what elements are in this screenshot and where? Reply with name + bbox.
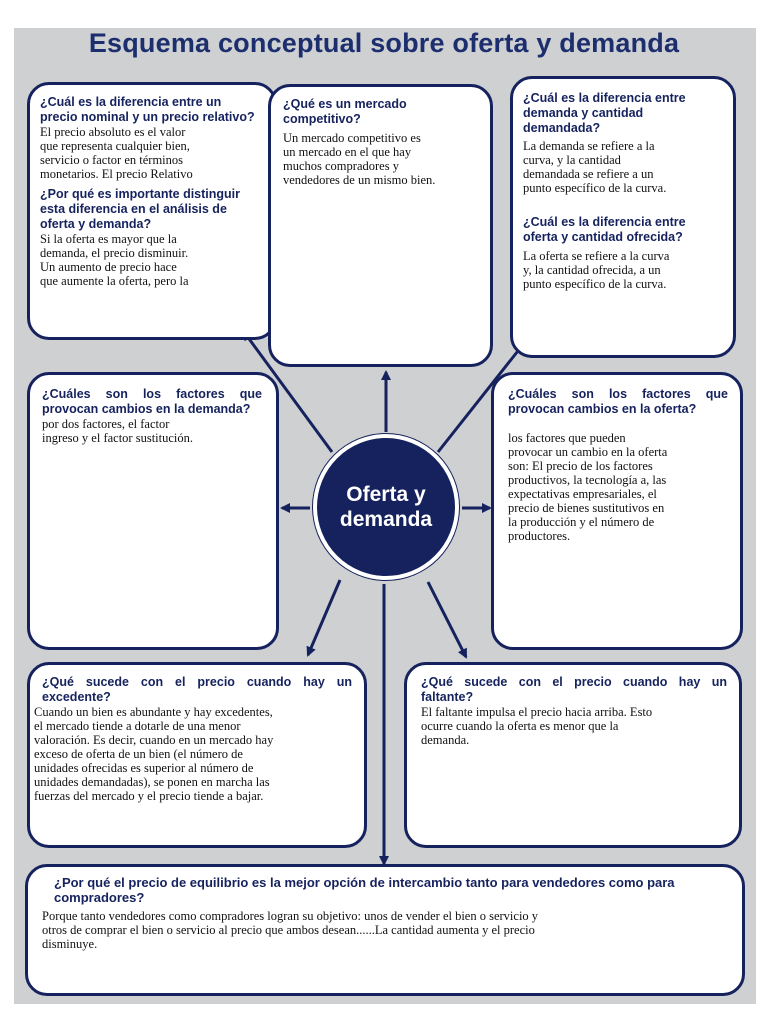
box-surplus — [27, 662, 367, 848]
arrow-to-box-surplus — [308, 580, 340, 655]
question-surplus: ¿Qué sucede con el precio cuando hay un excedente? — [42, 675, 352, 704]
center-node-label: Oferta y demanda — [339, 483, 433, 531]
box-demand-factors — [27, 372, 279, 650]
box-competitive-market — [268, 84, 493, 367]
box-equilibrium-price — [25, 864, 745, 996]
question-competitive-market: ¿Qué es un mercado competitivo? — [283, 97, 407, 126]
page-title: Esquema conceptual sobre oferta y demanda — [88, 28, 680, 58]
box-supply-factors — [491, 372, 743, 650]
answer-equilibrium-price: Porque tanto vendedores como compradores logran su objetivo: unos de vender el bien o servicio y otros de comprar el bien o servicio al precio que ambos desean......La cantidad aumenta y el precio disminuye. — [42, 909, 539, 951]
answer-nominal-vs-relative: El precio absoluto es el valor que representa cualquier bien, servicio o factor en términos monetarios. El precio Relativo — [40, 125, 193, 181]
answer-shortage: El faltante impulsa el precio hacia arriba. Esto ocurre cuando la oferta es menor que la demanda. — [421, 705, 653, 747]
answer-supply-vs-quantity-supplied: La oferta se refiere a la curva y, la cantidad ofrecida, a un punto específico de la curva. — [523, 249, 670, 291]
arrow-to-box-shortage — [428, 582, 466, 657]
question-shortage: ¿Qué sucede con el precio cuando hay un faltante? — [421, 675, 727, 704]
question-supply-vs-quantity-supplied: ¿Cuál es la diferencia entre oferta y cantidad ofrecida? — [523, 215, 686, 244]
answer-importance-of-distinction: Si la oferta es mayor que la demanda, el precio disminuir. Un aumento de precio hace que aumente la oferta, pero la — [40, 232, 189, 288]
box-demand-vs-quantity — [510, 76, 736, 358]
box-nominal-vs-relative-price — [27, 82, 277, 340]
answer-supply-factors: los factores que pueden provocar un cambio en la oferta son: El precio de los factores productivos, la tecnología a, las expectativas empresariales, el precio de bienes sustitutivos en la producción y el número de productores. — [508, 431, 668, 543]
answer-surplus: Cuando un bien es abundante y hay excedentes, el mercado tiende a dotarle de una menor valoración. Es decir, cuando en un mercado hay exceso de oferta de un bien (el número de unidades ofrecidas es superior al número de unidades demandadas), se ponen en marcha las fuerzas del mercado y el precio tiende a bajar. — [34, 705, 274, 803]
box-shortage — [404, 662, 742, 848]
question-demand-factors: ¿Cuáles son los factores que provocan cambios en la demanda? — [42, 387, 262, 416]
answer-demand-factors: por dos factores, el factor ingreso y el factor sustitución. — [42, 417, 194, 445]
answer-demand-vs-quantity-demanded: La demanda se refiere a la curva, y la cantidad demandada se refiere a un punto específico de la curva. — [523, 139, 667, 195]
question-supply-factors: ¿Cuáles son los factores que provocan cambios en la oferta? — [508, 387, 728, 416]
question-importance-of-distinction: ¿Por qué es importante distinguir esta diferencia en el análisis de oferta y demanda? — [40, 187, 241, 231]
question-nominal-vs-relative: ¿Cuál es la diferencia entre un precio nominal y un precio relativo? — [40, 95, 255, 124]
question-demand-vs-quantity-demanded: ¿Cuál es la diferencia entre demanda y cantidad demandada? — [523, 91, 686, 135]
question-equilibrium-price: ¿Por qué el precio de equilibrio es la mejor opción de intercambio tanto para vendedores como para compradores? — [54, 875, 675, 905]
center-node — [313, 434, 459, 580]
answer-competitive-market: Un mercado competitivo es un mercado en el que hay muchos compradores y vendedores de un mismo bien. — [283, 131, 436, 187]
